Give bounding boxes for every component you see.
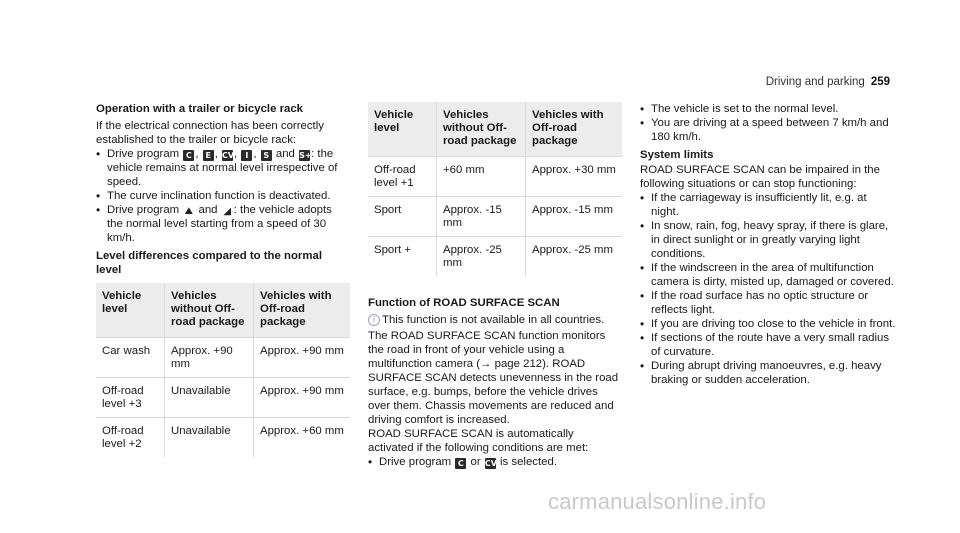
list-item: • You are driving at a speed between 7 km/h and 180 km/h. bbox=[640, 116, 896, 144]
list-item bbox=[96, 147, 350, 189]
drive-program-c-icon: C bbox=[455, 458, 466, 469]
section-title: Driving and parking bbox=[765, 76, 865, 88]
list-item: • The vehicle is set to the normal level. bbox=[640, 102, 896, 116]
list-item: • In snow, rain, fog, heavy spray, if there is glare, in direct sunlight or in greatly varying light conditions. bbox=[640, 219, 896, 261]
table-cell: Off-road level +1 bbox=[368, 157, 437, 197]
bullet-text: : the vehicle adopts the normal level starting from a speed of 30 km/h. bbox=[107, 204, 332, 244]
table-cell: Approx. -25 mm bbox=[437, 237, 526, 277]
separator: , bbox=[234, 148, 238, 160]
drive-program-individual-icon: I bbox=[241, 150, 252, 161]
availability-note bbox=[368, 313, 622, 327]
heading-level-differences: Level differences compared to the normal level bbox=[96, 250, 322, 276]
bullet-text: Drive program bbox=[379, 456, 452, 468]
column-middle bbox=[368, 102, 622, 469]
limits-intro: ROAD SURFACE SCAN can be impaired in the following situations or can stop functioning: bbox=[640, 164, 880, 190]
table-cell: Car wash bbox=[96, 338, 165, 378]
bullet-text: or bbox=[470, 456, 481, 468]
column-right bbox=[640, 102, 896, 387]
header-cell: Vehicles without Off-road package bbox=[165, 283, 254, 338]
table-cell: Sport + bbox=[368, 237, 437, 277]
table-cell: Approx. +90 mm bbox=[165, 338, 254, 378]
drive-program-sport-plus-icon: S+ bbox=[299, 151, 312, 160]
list-item bbox=[96, 203, 350, 245]
list-item: • During abrupt driving manoeuvres, e.g. heavy braking or sudden acceleration. bbox=[640, 359, 896, 387]
bullet-text: is selected. bbox=[500, 456, 557, 468]
heading-road-surface-scan: Function of ROAD SURFACE SCAN bbox=[368, 297, 560, 309]
drive-program-cv-icon: CV bbox=[484, 459, 497, 468]
table-row bbox=[96, 418, 350, 458]
separator: , bbox=[214, 148, 218, 160]
scan-description: The ROAD SURFACE SCAN function monitors the road in front of your vehicle using a multifunction camera (→ page 212). ROAD SURFACE SCAN detects unevenness in the road surface, e.g. bumps, before the vehicle drives over them. Chassis movements are reduced and driving comfort is increased. bbox=[368, 330, 619, 426]
header-cell: Vehicles with Off-road package bbox=[254, 283, 351, 338]
info-icon: i bbox=[368, 314, 380, 326]
trailer-intro: If the electrical connection has been correctly established to the trailer or bicycle rack: bbox=[96, 120, 324, 146]
level-table-part1 bbox=[96, 283, 350, 457]
heading-trailer-operation: Operation with a trailer or bicycle rack bbox=[96, 103, 304, 115]
list-item: • If the windscreen in the area of multifunction camera is dirty, misted up, damaged or covered. bbox=[640, 261, 896, 289]
drive-program-sport-icon: S bbox=[261, 150, 272, 161]
activation-bullet-list bbox=[368, 455, 622, 469]
column-left bbox=[96, 102, 350, 457]
table-cell: Approx. +90 mm bbox=[254, 378, 351, 418]
header-cell: Vehicle level bbox=[96, 283, 165, 338]
table-cell: Sport bbox=[368, 197, 437, 237]
note-text: This function is not available in all countries. bbox=[382, 314, 605, 326]
table-cell: Approx. +90 mm bbox=[254, 338, 351, 378]
bullet-text: : the vehicle remains at normal level irrespective of speed. bbox=[107, 148, 338, 188]
table-cell: Approx. +30 mm bbox=[526, 157, 623, 197]
list-item: • If sections of the route have a very small radius of curvature. bbox=[640, 331, 896, 359]
table-cell: Off-road level +2 bbox=[96, 418, 165, 458]
table-cell: Approx. +60 mm bbox=[254, 418, 351, 458]
limits-bullet-list bbox=[640, 191, 896, 387]
header-cell: Vehicle level bbox=[368, 102, 437, 157]
list-item: • The curve inclination function is deactivated. bbox=[96, 189, 350, 203]
separator: , bbox=[253, 148, 257, 160]
list-item: • If you are driving too close to the vehicle in front. bbox=[640, 317, 896, 331]
header-cell: Vehicles with Off-road package bbox=[526, 102, 623, 157]
offroad-program-icon: ⛰ bbox=[184, 206, 194, 217]
bullet-text: and bbox=[275, 148, 295, 160]
table-row bbox=[368, 157, 622, 197]
page-header bbox=[766, 75, 890, 89]
activation-bullet-list-cont bbox=[640, 102, 896, 144]
table-cell: Approx. -25 mm bbox=[526, 237, 623, 277]
drive-program-c-icon: C bbox=[183, 150, 194, 161]
table-cell: Off-road level +3 bbox=[96, 378, 165, 418]
drive-program-e-icon: E bbox=[203, 150, 214, 161]
level-table-part2 bbox=[368, 102, 622, 276]
heading-system-limits: System limits bbox=[640, 149, 714, 161]
trailer-bullet-list bbox=[96, 147, 350, 245]
table-cell: Approx. -15 mm bbox=[526, 197, 623, 237]
offroad-plus-program-icon: ◢ bbox=[223, 206, 232, 217]
table-cell: Unavailable bbox=[165, 418, 254, 458]
table-cell: Approx. -15 mm bbox=[437, 197, 526, 237]
bullet-text: Drive program bbox=[107, 148, 180, 160]
table-row bbox=[96, 378, 350, 418]
table-header-row bbox=[368, 102, 622, 157]
table-row bbox=[368, 237, 622, 277]
watermark-text: carmanualsonline.info bbox=[548, 489, 767, 514]
bullet-text: Drive program bbox=[107, 204, 180, 216]
list-item: • If the carriageway is insufficiently lit, e.g. at night. bbox=[640, 191, 896, 219]
drive-program-cv-icon: CV bbox=[222, 151, 235, 160]
bullet-text: and bbox=[198, 204, 218, 216]
table-row bbox=[96, 338, 350, 378]
separator: , bbox=[195, 148, 199, 160]
scan-activation-conditions: ROAD SURFACE SCAN is automatically activated if the following conditions are met: bbox=[368, 428, 589, 454]
page-number: 259 bbox=[870, 76, 890, 88]
table-row bbox=[368, 197, 622, 237]
list-item bbox=[368, 455, 622, 469]
header-cell: Vehicles without Off-road package bbox=[437, 102, 526, 157]
table-cell: Unavailable bbox=[165, 378, 254, 418]
list-item: • If the road surface has no optic structure or reflects light. bbox=[640, 289, 896, 317]
table-header-row bbox=[96, 283, 350, 338]
table-cell: +60 mm bbox=[437, 157, 526, 197]
